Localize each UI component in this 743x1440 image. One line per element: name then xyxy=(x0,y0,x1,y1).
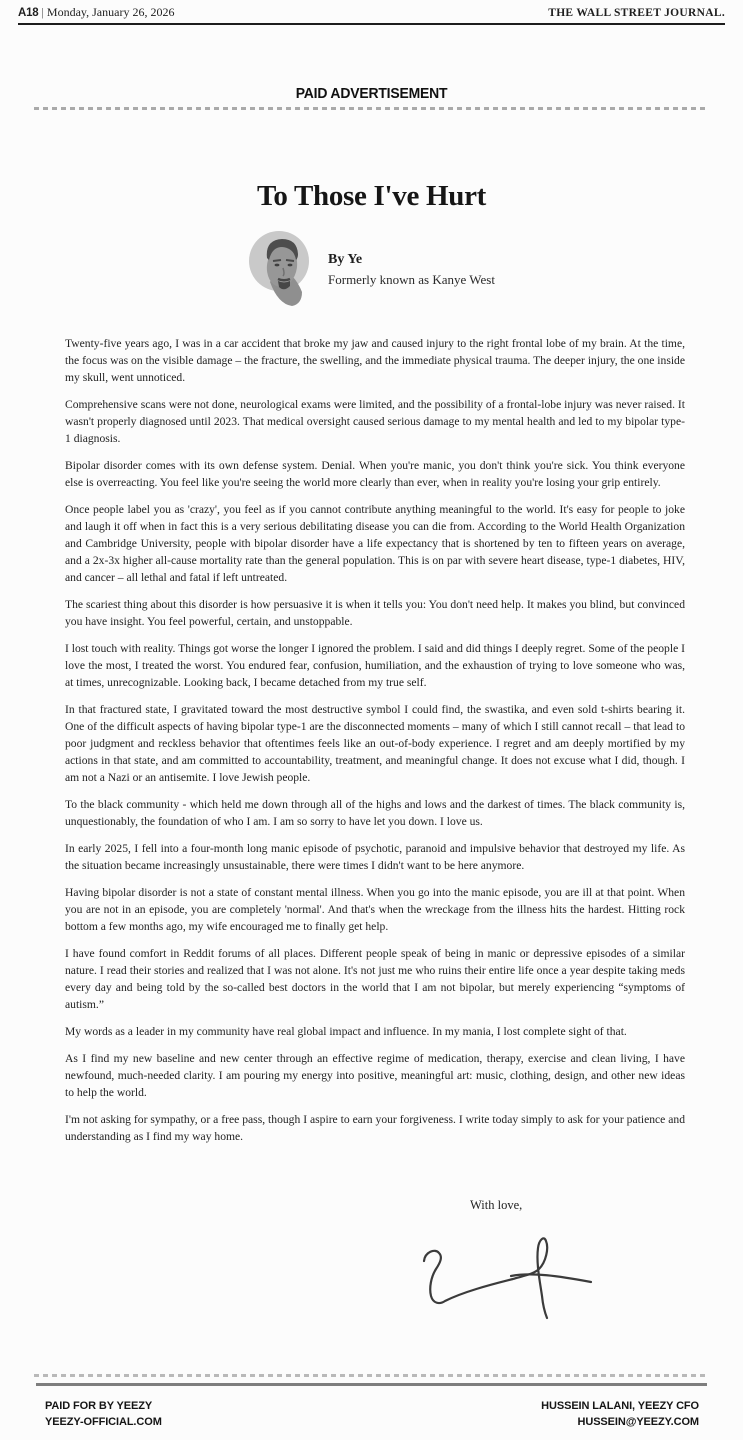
footer-sponsor-line2: YEEZY-OFFICIAL.COM xyxy=(45,1415,162,1428)
footer-contact-line2: HUSSEIN@YEEZY.COM xyxy=(577,1415,699,1428)
article-paragraph: I'm not asking for sympathy, or a free pass, though I aspire to earn your forgiveness. I write today simply to ask for your patience and understanding as I find my way home. xyxy=(65,1113,685,1143)
masthead-left xyxy=(18,5,174,20)
dotted-rule-top xyxy=(34,107,709,110)
article-body xyxy=(65,335,685,1145)
article-paragraph: Having bipolar disorder is not a state of constant mental illness. When you go into the manic episode, you are ill at that point. When you are not in an episode, you are completely 'normal'. And that's when the wreckage from the illness hits the hardest. Hitting rock bottom a few months ago, my wife encouraged me to finally get help. xyxy=(65,886,685,933)
byline-subtitle: Formerly known as Kanye West xyxy=(328,271,495,287)
paper-name: THE WALL STREET JOURNAL. xyxy=(548,7,725,19)
article-paragraph: I have found comfort in Reddit forums of all places. Different people speak of being in manic or depressive episodes of a similar nature. I read their stories and realized that I was not alone. It's not just me who ruins their entire life once a year despite taking meds every day and being told by the so-called best doctors in the world that I am not bipolar, but merely experiencing “symptoms of autism.” xyxy=(65,947,685,1011)
ye-portrait-photo xyxy=(248,230,310,308)
masthead xyxy=(18,0,725,25)
article-paragraph: In early 2025, I fell into a four-month long manic episode of psychotic, paranoid and impulsive behavior that destroyed my life. As the situation became increasingly unsustainable, there were times I didn't want to be here anymore. xyxy=(65,842,685,872)
article-paragraph: To the black community - which held me down through all of the highs and lows and the darkest of times. The black community is, unquestionably, the foundation of who I am. I am so sorry to have let you down. I love us. xyxy=(65,798,685,828)
solid-rule-bottom xyxy=(36,1383,707,1386)
footer-sponsor-line1: PAID FOR BY YEEZY xyxy=(45,1400,153,1412)
signature-icon xyxy=(418,1230,598,1322)
article-paragraph: Twenty-five years ago, I was in a car accident that broke my jaw and caused injury to the right frontal lobe of my brain. At the time, the focus was on the visible damage – the fracture, the swelling, and the immediate physical trauma. The deeper injury, the one inside my skull, went unnoticed. xyxy=(65,337,685,384)
paid-advertisement-label: PAID ADVERTISEMENT xyxy=(295,85,448,102)
footer-sponsor xyxy=(45,1399,162,1430)
ye-signature xyxy=(418,1230,598,1327)
dotted-rule-bottom xyxy=(34,1374,709,1377)
byline-name: By Ye xyxy=(328,251,363,267)
article-paragraph: As I find my new baseline and new center through an effective regime of medication, therapy, exercise and clean living, I have newfound, much-needed clarity. I am pouring my energy into positive, meaningful art: music, clothing, design, and other new ideas to help the world. xyxy=(65,1052,685,1099)
article-paragraph: I lost touch with reality. Things got worse the longer I ignored the problem. I said and did things I deeply regret. Some of the people I love the most, I treated the worst. You endured fear, confusion, humiliation, and the exhaustion of trying to love someone who was, at times, unrecognizable. Looking back, I became detached from my true self. xyxy=(65,642,685,689)
article-paragraph: Comprehensive scans were not done, neurological exams were limited, and the possibility of a frontal-lobe injury was never raised. It wasn't properly diagnosed until 2023. That medical oversight caused serious damage to my mental health and led to my bipolar type-1 diagnosis. xyxy=(65,398,685,445)
closing-salutation: With love, xyxy=(470,1198,523,1212)
page-footer xyxy=(0,1374,743,1430)
portrait-icon xyxy=(248,230,310,308)
masthead-date: Monday, January 26, 2026 xyxy=(46,5,175,19)
page-number: A18 xyxy=(18,7,39,19)
byline-text xyxy=(328,249,495,290)
byline-block xyxy=(0,229,743,309)
article-paragraph: My words as a leader in my community have real global impact and influence. In my mania, I lost complete sight of that. xyxy=(65,1025,627,1038)
footer-row xyxy=(45,1399,699,1430)
article-title: To Those I've Hurt xyxy=(256,180,487,212)
article-paragraph: Once people label you as 'crazy', you feel as if you cannot contribute anything meaningful to the world. It's easy for people to joke and laugh it off when in fact this is a very serious debilitating disease you can die from. According to the World Health Organization and Cambridge University, people with bipolar disorder have a life expectancy that is shortened by ten to fifteen years on average, and a 2x-3x higher all-cause mortality rate than the general population. This is on par with severe heart disease, type-1 diabetes, HIV, and cancer – all lethal and fatal if left untreated. xyxy=(65,503,685,584)
article-paragraph: Bipolar disorder comes with its own defense system. Denial. When you're manic, you don't think you're sick. You think everyone else is overreacting. You feel like you're seeing the world more clearly than ever, when in reality you're losing your grip entirely. xyxy=(65,459,685,489)
footer-contact xyxy=(541,1399,699,1430)
footer-contact-line1: HUSSEIN LALANI, YEEZY CFO xyxy=(541,1400,699,1412)
masthead-separator: | xyxy=(41,5,44,19)
article-paragraph: The scariest thing about this disorder is how persuasive it is when it tells you: You don't need help. It makes you blind, but convinced you have insight. You feel powerful, certain, and unstoppable. xyxy=(65,598,685,628)
article-paragraph: In that fractured state, I gravitated toward the most destructive symbol I could find, the swastika, and even sold t-shirts bearing it. One of the difficult aspects of having bipolar type-1 are the disconnected moments – many of which I still cannot recall – that lead to poor judgment and reckless behavior that oftentimes feels like an out-of-body experience. I regret and am deeply mortified by my actions in that state, and am committed to accountability, treatment, and meaningful change. It does not excuse what I did, though. I am not a Nazi or an antisemite. I love Jewish people. xyxy=(65,703,685,784)
